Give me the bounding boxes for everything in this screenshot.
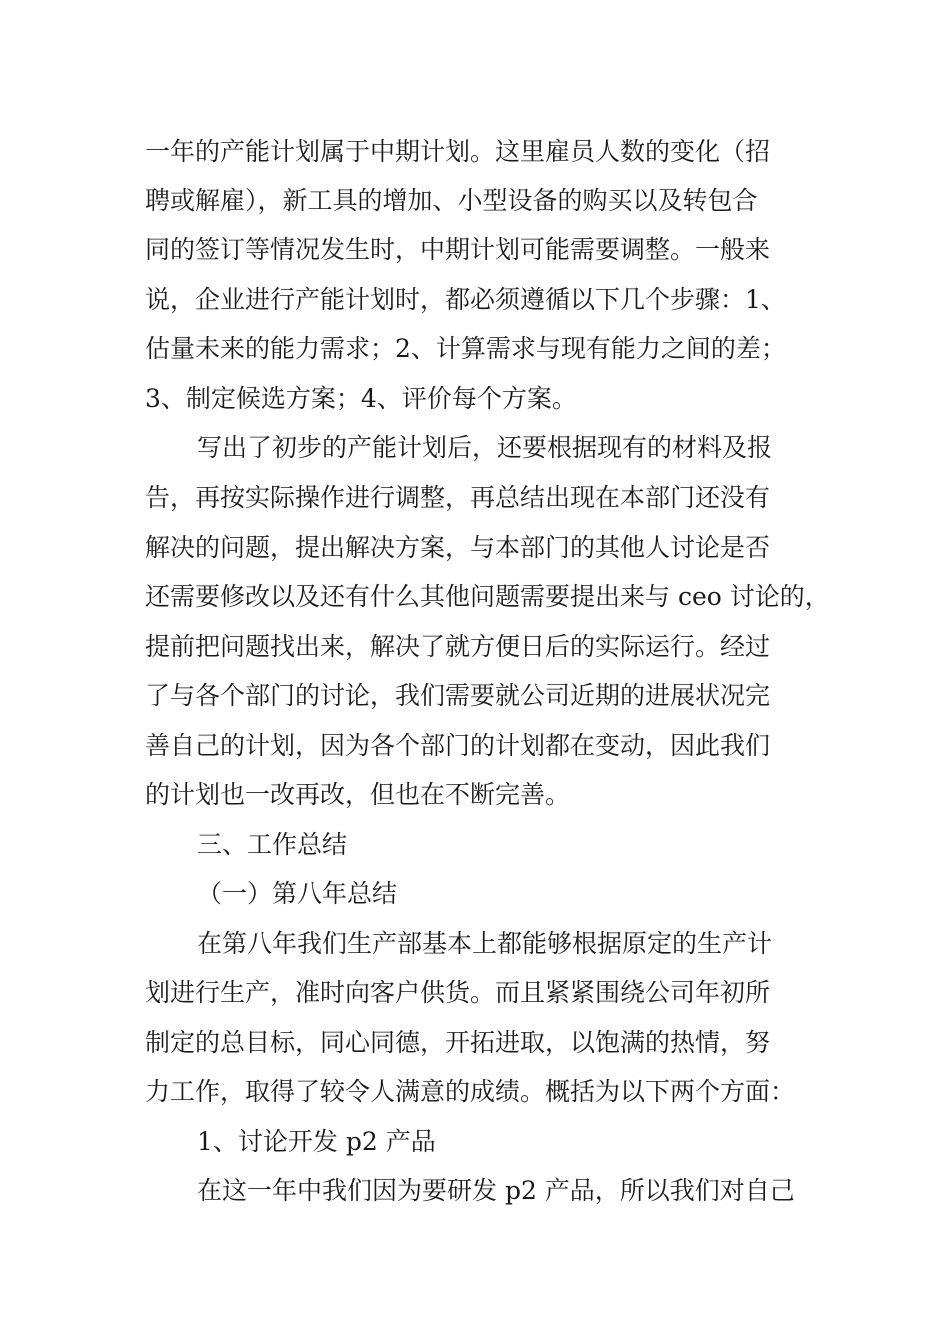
paragraph-1-line-4: 说，企业进行产能计划时，都必须遵循以下几个步骤：1、 <box>145 285 786 314</box>
paragraph-1-line-2: 聘或解雇），新工具的增加、小型设备的购买以及转包合 <box>145 186 758 215</box>
paragraph-2-line-3: 解决的问题，提出解决方案，与本部门的其他人讨论是否 <box>145 533 771 562</box>
paragraph-2-line-1: 写出了初步的产能计划后，还要根据现有的材料及报 <box>197 433 773 462</box>
paragraph-3-line-4: 力工作，取得了较令人满意的成绩。概括为以下两个方面： <box>145 1077 796 1106</box>
paragraph-4-line-1: 在这一年中我们因为要研发 p2 产品，所以我们对自己 <box>197 1176 795 1205</box>
paragraph-3-line-1: 在第八年我们生产部基本上都能够根据原定的生产计 <box>197 929 773 958</box>
paragraph-1-line-1: 一年的产能计划属于中期计划。这里雇员人数的变化（招 <box>145 137 771 166</box>
paragraph-1-line-3: 同的签订等情况发生时，中期计划可能需要调整。一般来 <box>145 235 771 264</box>
paragraph-2-line-5: 提前把问题找出来，解决了就方便日后的实际运行。经过 <box>145 632 771 661</box>
paragraph-2-line-4: 还需要修改以及还有什么其他问题需要提出来与 ceo 讨论的， <box>145 582 830 611</box>
paragraph-3-line-3: 制定的总目标，同心同德，开拓进取，以饱满的热情，努 <box>145 1028 771 1057</box>
paragraph-2-line-6: 了与各个部门的讨论，我们需要就公司近期的进展状况完 <box>145 681 771 710</box>
paragraph-2-line-8: 的计划也一改再改，但也在不断完善。 <box>145 780 571 809</box>
list-item-develop-p2: 1、讨论开发 p2 产品 <box>197 1127 436 1156</box>
paragraph-2-line-2: 告，再按实际操作进行调整，再总结出现在本部门还没有 <box>145 483 771 512</box>
section-heading-work-summary: 三、工作总结 <box>197 830 348 859</box>
paragraph-1-line-6: 3、制定候选方案；4、评价每个方案。 <box>145 384 577 413</box>
paragraph-1-line-5: 估量未来的能力需求；2、计算需求与现有能力之间的差； <box>145 334 786 363</box>
paragraph-2-line-7: 善自己的计划，因为各个部门的计划都在变动，因此我们 <box>145 731 771 760</box>
subheading-year-eight-summary: （一）第八年总结 <box>197 879 398 908</box>
paragraph-3-line-2: 划进行生产，准时向客户供货。而且紧紧围绕公司年初所 <box>145 978 771 1007</box>
